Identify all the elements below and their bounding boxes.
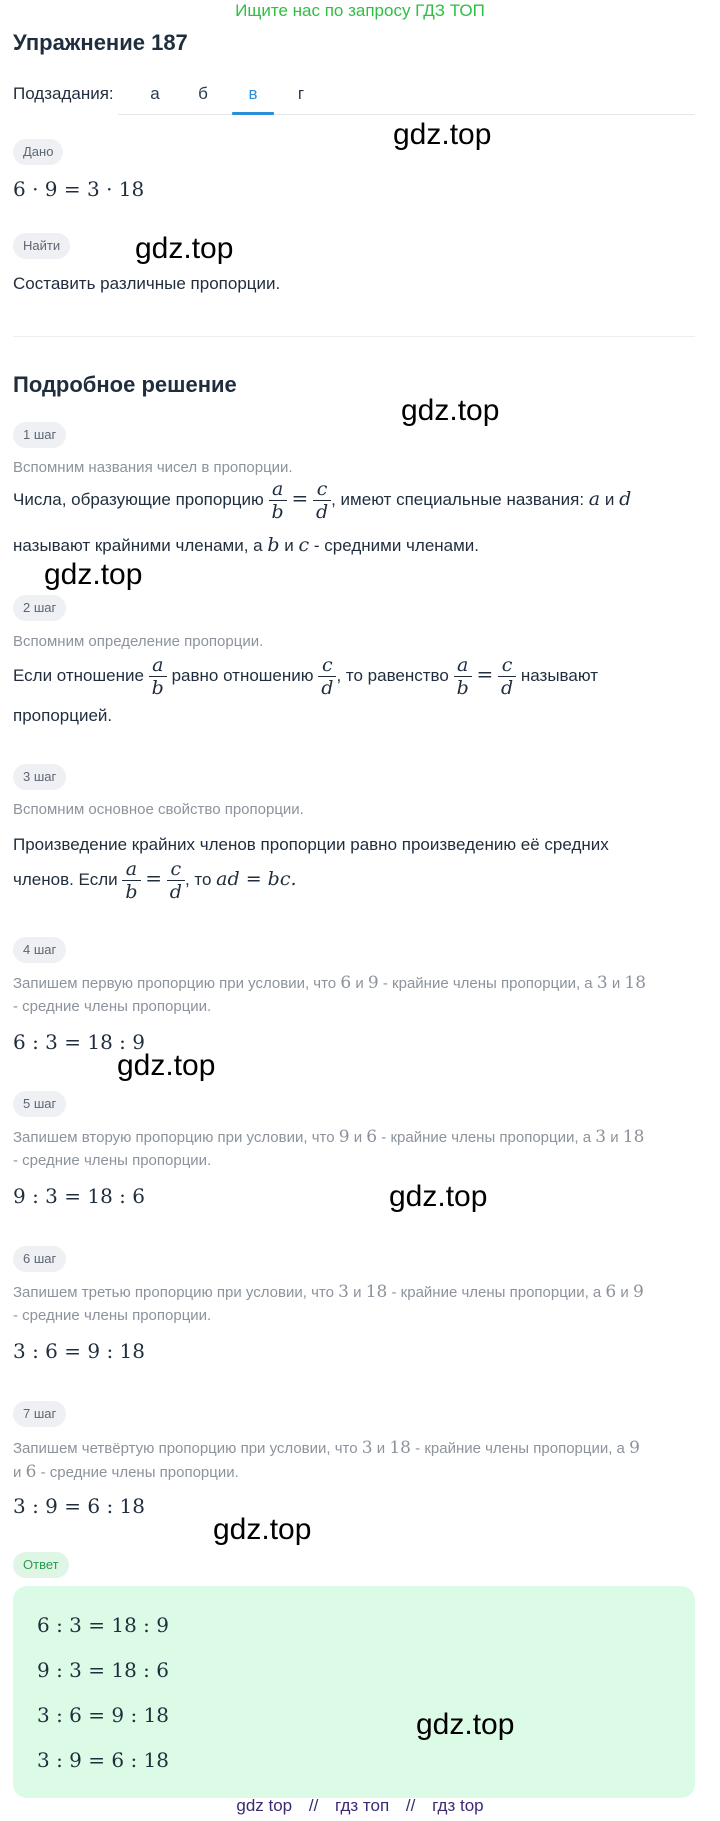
watermark: gdz.top (401, 394, 500, 427)
frac-denominator: d (315, 501, 329, 523)
step-3-badge: 3 шаг (13, 764, 66, 790)
number: 3 (595, 1127, 607, 1147)
watermark: gdz.top (117, 1049, 216, 1082)
watermark: gdz.top (44, 558, 143, 591)
given-badge: Дано (13, 139, 63, 165)
frac-denominator: b (151, 677, 164, 699)
frac-numerator: a (269, 478, 287, 501)
step-5-badge: 5 шаг (13, 1091, 66, 1117)
frac-numerator: c (167, 858, 185, 881)
number: 3 (361, 1438, 373, 1458)
step-1-text-b: , имеют специальные названия: (331, 489, 585, 509)
number: 18 (622, 1127, 645, 1147)
conjunction: и (13, 1464, 22, 1481)
number: 6 (340, 973, 352, 993)
answer-badge: Ответ (13, 1552, 69, 1578)
step-2-line-2: пропорцией. (13, 706, 113, 725)
var-c: c (298, 534, 310, 556)
step-5-hint-text: Запишем вторую пропорцию при условии, что (13, 1129, 335, 1146)
fraction-a-b (269, 478, 287, 523)
step-5-hint-2: - средние члены пропорции. (13, 1152, 212, 1169)
step-7-hint-2 (13, 1460, 239, 1485)
equals-sign: = (145, 865, 163, 890)
step-3-text-b: , то (184, 869, 212, 889)
step-1-and-2: и (284, 536, 294, 555)
step-4-hint-2: - средние члены пропорции. (13, 998, 212, 1015)
var-a: a (588, 487, 601, 510)
watermark: gdz.top (393, 118, 492, 151)
step-1-line-1 (13, 478, 631, 523)
number: 6 (366, 1127, 378, 1147)
tab-g[interactable]: г (297, 84, 305, 103)
step-3-hint: Вспомним основное свойство пропорции. (13, 801, 304, 818)
footer-link[interactable]: гдз top (432, 1796, 484, 1815)
frac-numerator: a (454, 654, 472, 677)
watermark: gdz.top (213, 1513, 312, 1546)
conjunction: и (620, 1284, 629, 1301)
solution-title: Подробное решение (13, 372, 237, 397)
frac-numerator: a (149, 654, 167, 677)
page-title: Упражнение 187 (13, 30, 188, 55)
fraction-c-d (313, 478, 331, 523)
fraction-c-d (318, 654, 336, 699)
step-4-hint-1 (13, 971, 646, 996)
number: 3 (338, 1282, 349, 1302)
frac-numerator: a (122, 858, 140, 881)
find-text: Составить различные пропорции. (13, 274, 281, 293)
step-4-hint-text: - крайние члены пропорции, а (382, 975, 593, 992)
step-1-text-c: называют крайними членами, а (13, 536, 263, 555)
number: 18 (365, 1282, 388, 1302)
frac-denominator: b (271, 501, 284, 523)
number: 18 (389, 1438, 411, 1458)
footer-separator: // (308, 1796, 319, 1815)
step-2-text-b: равно отношению (171, 665, 314, 685)
step-6-badge: 6 шаг (13, 1246, 66, 1272)
equation-ad-bc: ad = bc. (216, 867, 297, 890)
step-7-hint-text: - средние члены пропорции. (40, 1464, 239, 1481)
step-1-hint: Вспомним названия чисел в пропорции. (13, 459, 293, 476)
watermark: gdz.top (135, 232, 234, 265)
conjunction: и (353, 1284, 362, 1301)
number: 9 (629, 1438, 640, 1458)
conjunction: и (353, 1129, 363, 1146)
step-7-badge: 7 шаг (13, 1401, 66, 1427)
tab-a[interactable]: а (150, 84, 160, 103)
step-2-line-1 (13, 654, 598, 699)
step-6-hint-text: - крайние члены пропорции, а (391, 1284, 602, 1301)
frac-denominator: d (500, 677, 514, 699)
step-1-badge: 1 шаг (13, 422, 66, 448)
fraction-c-d (498, 654, 516, 699)
step-4-badge: 4 шаг (13, 937, 66, 963)
step-6-proportion: 3 : 6 = 9 : 18 (13, 1339, 146, 1363)
var-b: b (267, 534, 280, 556)
equals-sign: = (476, 661, 494, 686)
frac-numerator: c (318, 654, 336, 677)
step-6-hint-text: Запишем третью пропорцию при условии, что (13, 1284, 334, 1301)
step-7-hint-text: - крайние члены пропорции, а (415, 1440, 625, 1457)
answer-line-4: 3 : 9 = 6 : 18 (37, 1748, 170, 1772)
fraction-a-b (122, 858, 140, 903)
fraction-a-b (454, 654, 472, 699)
step-2-text-a: Если отношение (13, 665, 144, 685)
subtasks-label: Подзадания: (13, 84, 114, 103)
number: 6 (605, 1282, 617, 1302)
conjunction: и (611, 975, 621, 992)
step-5-proportion: 9 : 3 = 18 : 6 (13, 1184, 146, 1208)
number: 9 (338, 1127, 350, 1147)
frac-denominator: d (321, 677, 334, 699)
step-4-hint-text: Запишем первую пропорцию при условии, что (13, 975, 337, 992)
step-2-badge: 2 шаг (13, 595, 66, 621)
answer-line-1: 6 : 3 = 18 : 9 (37, 1613, 170, 1637)
step-2-hint: Вспомним определение пропорции. (13, 633, 264, 650)
section-divider (13, 336, 695, 337)
step-1-text-d: - средними членами. (313, 536, 480, 555)
step-7-hint-text: Запишем четвёртую пропорцию при условии, что (13, 1440, 358, 1457)
number: 9 (367, 973, 379, 993)
frac-denominator: b (125, 881, 138, 903)
step-1-text-a: Числа, образующие пропорцию (13, 489, 264, 509)
step-3-line-2 (13, 858, 297, 903)
watermark: gdz.top (389, 1180, 488, 1213)
conjunction: и (355, 975, 364, 992)
step-2-text-c: , то равенство (336, 665, 449, 685)
frac-denominator: b (456, 677, 469, 699)
step-3-text-a: членов. Если (13, 869, 118, 889)
frac-denominator: d (169, 881, 182, 903)
number: 3 (596, 973, 608, 993)
number: 9 (632, 1282, 644, 1302)
frac-numerator: c (313, 478, 331, 501)
conjunction: и (376, 1440, 386, 1457)
step-3-line-1: Произведение крайних членов пропорции равно произведению её средних (13, 835, 609, 854)
step-1-and-1: и (604, 489, 615, 509)
step-6-hint-2: - средние члены пропорции. (13, 1307, 212, 1324)
step-4-proportion: 6 : 3 = 18 : 9 (13, 1030, 146, 1054)
var-d: d (619, 487, 632, 510)
step-5-hint-text: - крайние члены пропорции, а (381, 1129, 592, 1146)
footer-links (0, 1796, 720, 1816)
step-6-hint-1 (13, 1280, 644, 1305)
given-expression: 6 · 9 = 3 · 18 (13, 177, 145, 201)
tabs-divider (118, 114, 695, 115)
step-1-line-2 (13, 533, 479, 558)
equals-sign: = (291, 485, 309, 510)
watermark: gdz.top (416, 1708, 515, 1741)
fraction-c-d (167, 858, 185, 903)
number: 18 (624, 973, 647, 993)
number: 6 (25, 1462, 37, 1482)
tab-v-active[interactable]: в (248, 84, 258, 103)
find-badge: Найти (13, 233, 70, 259)
step-7-hint-1 (13, 1436, 640, 1461)
footer-link[interactable]: гдз топ (335, 1796, 390, 1815)
conjunction: и (610, 1129, 619, 1146)
tab-b[interactable]: б (198, 84, 208, 103)
answer-line-3: 3 : 6 = 9 : 18 (37, 1703, 170, 1727)
active-tab-indicator (232, 112, 274, 115)
fraction-a-b (149, 654, 167, 699)
footer-link[interactable]: gdz top (236, 1796, 293, 1815)
step-5-hint-1 (13, 1125, 644, 1150)
answer-line-2: 9 : 3 = 18 : 6 (37, 1658, 170, 1682)
footer-separator: // (405, 1796, 416, 1815)
step-7-proportion: 3 : 9 = 6 : 18 (13, 1494, 146, 1518)
frac-numerator: c (498, 654, 516, 677)
step-2-text-d: называют (520, 665, 599, 685)
search-banner: Ищите нас по запросу ГДЗ ТОП (235, 1, 485, 20)
